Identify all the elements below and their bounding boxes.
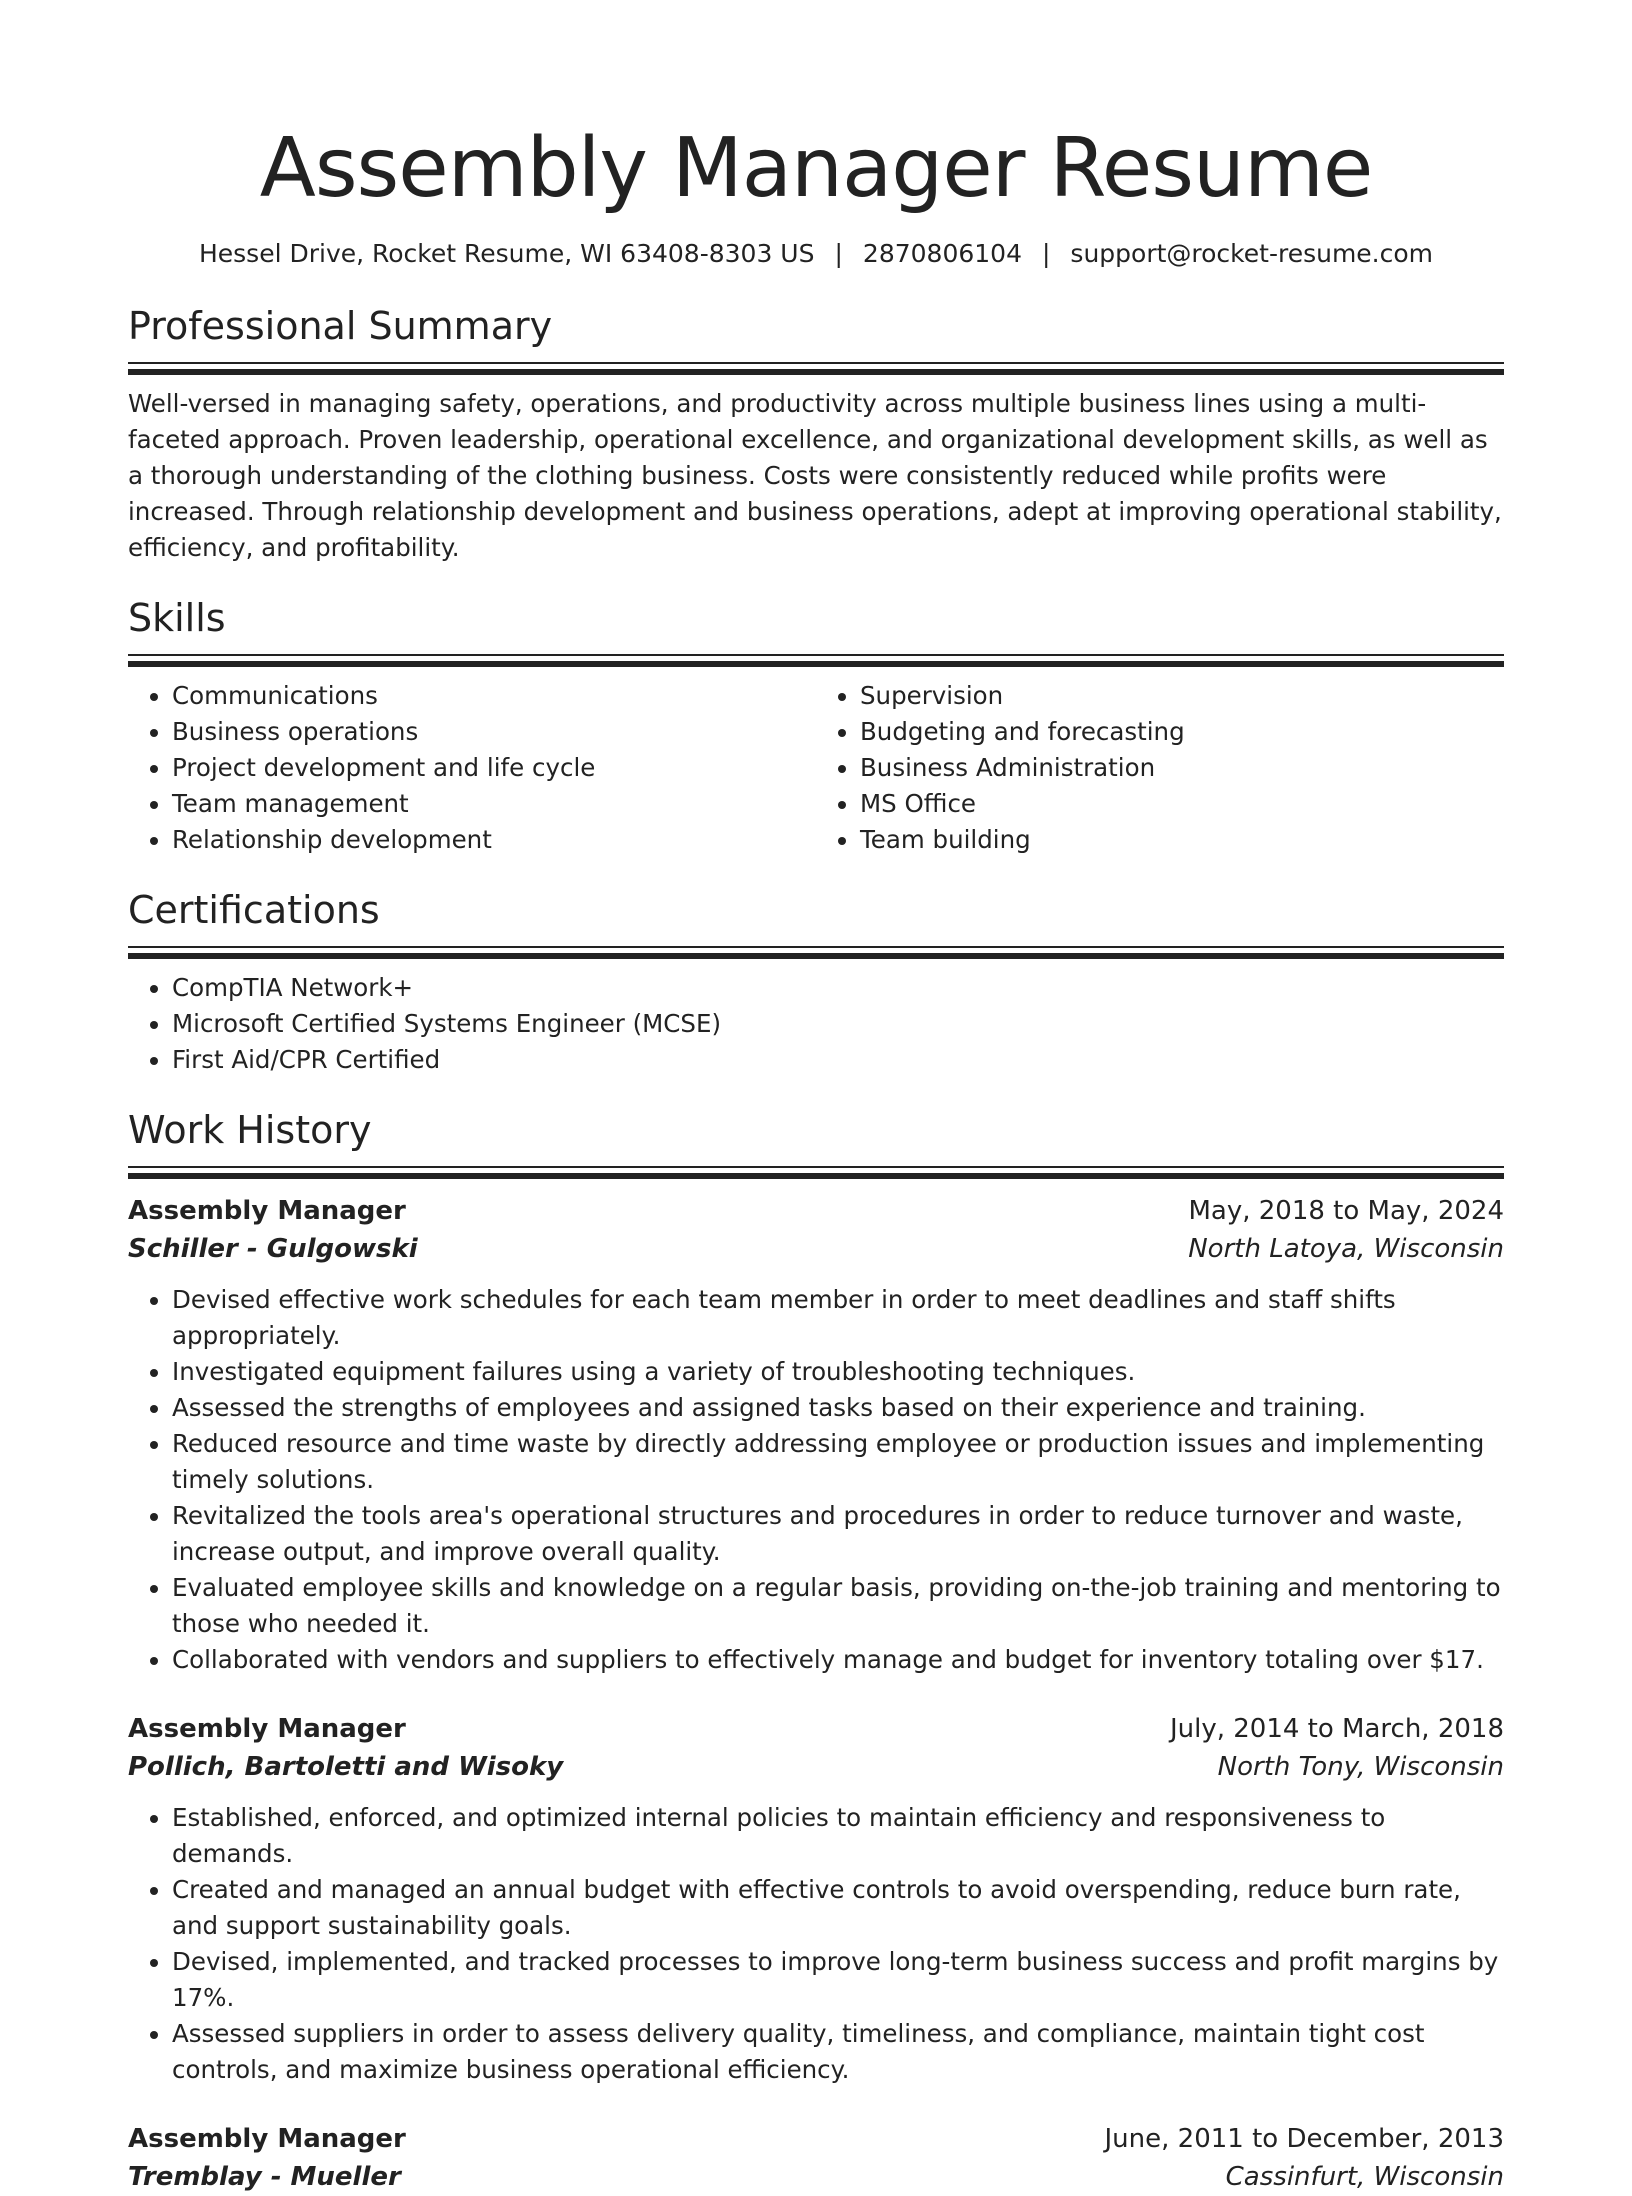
- work-history-section: [128, 1106, 1504, 2196]
- job-bullet: • Revitalized the tools area's operational structures and procedures in order to reduce turnover and waste, increase output, and improve overall quality.: [172, 1498, 1504, 1570]
- section-divider: [128, 946, 1504, 960]
- job-bullets: [128, 1282, 1504, 1678]
- skills-list-right: [816, 678, 1504, 858]
- job-location: Cassinfurt, Wisconsin: [1225, 2162, 1504, 2192]
- job-subheader: [128, 1748, 1504, 1786]
- skills-section: [128, 594, 1504, 858]
- job-bullet: • Established, enforced, and optimized internal policies to maintain efficiency and responsiveness to demands.: [172, 1800, 1504, 1872]
- job-bullet: • Assessed suppliers in order to assess delivery quality, timeliness, and compliance, maintain tight cost controls, and maximize business operational efficiency.: [172, 2016, 1504, 2088]
- skill-item: • Team management: [172, 786, 816, 822]
- job-subheader: [128, 2158, 1504, 2196]
- job-title: Assembly Manager: [128, 2124, 406, 2154]
- resume-content: [128, 0, 1504, 2196]
- contact-phone: 2870806104: [862, 239, 1022, 268]
- job-bullet: • Reduced resource and time waste by directly addressing employee or production issues and implementing timely solutions.: [172, 1426, 1504, 1498]
- summary-text: Well-versed in managing safety, operations, and productivity across multiple business lines using a multi-faceted approach. Proven leadership, operational excellence, and organizational development skills, as well as a thorough understanding of the clothing business. Costs were consistently reduced while profits were increased. Through relationship development and business operations, adept at improving operational stability, efficiency, and profitability.: [128, 389, 1502, 562]
- section-divider: [128, 1166, 1504, 1180]
- skill-item: • Relationship development: [172, 822, 816, 858]
- skill-item: • Communications: [172, 678, 816, 714]
- job-bullet: • Created and managed an annual budget with effective controls to avoid overspending, reduce burn rate, and support sustainability goals.: [172, 1872, 1504, 1944]
- resume-title: Assembly Manager Resume: [259, 121, 1373, 216]
- skills-columns: [128, 678, 1504, 858]
- job-dates: June, 2011 to December, 2013: [1104, 2124, 1504, 2154]
- job-bullet: • Evaluated employee skills and knowledge on a regular basis, providing on-the-job training and mentoring to those who needed it.: [172, 1570, 1504, 1642]
- job-location: North Latoya, Wisconsin: [1188, 1234, 1504, 1264]
- skill-item: • Supervision: [860, 678, 1504, 714]
- contact-address: Hessel Drive, Rocket Resume, WI 63408-8303 US: [198, 239, 815, 268]
- job-title: Assembly Manager: [128, 1196, 406, 1226]
- job-entry: [128, 1710, 1504, 2088]
- contact-email[interactable]: support@rocket-resume.com: [1070, 239, 1434, 268]
- skills-list-left: [128, 678, 816, 858]
- job-title: Assembly Manager: [128, 1714, 406, 1744]
- job-company: Pollich, Bartoletti and Wisoky: [128, 1752, 564, 1782]
- contact-line: [128, 238, 1504, 270]
- section-divider: [128, 362, 1504, 376]
- job-company: Tremblay - Mueller: [128, 2162, 401, 2192]
- skill-item: • Project development and life cycle: [172, 750, 816, 786]
- work-history-heading: Work History: [128, 1108, 372, 1152]
- job-entry: [128, 1192, 1504, 1678]
- skill-item: • Business operations: [172, 714, 816, 750]
- job-location: North Tony, Wisconsin: [1217, 1752, 1504, 1782]
- job-bullet: • Devised effective work schedules for each team member in order to meet deadlines and staff shifts appropriately.: [172, 1282, 1504, 1354]
- job-dates: July, 2014 to March, 2018: [1169, 1714, 1504, 1744]
- job-header: [128, 2120, 1504, 2158]
- job-bullet: • Devised, implemented, and tracked processes to improve long-term business success and profit margins by 17%.: [172, 1944, 1504, 2016]
- job-header: [128, 1710, 1504, 1748]
- job-bullets: [128, 1800, 1504, 2088]
- certifications-section: [128, 886, 1504, 1078]
- contact-separator: |: [1041, 239, 1051, 268]
- job-bullet: • Collaborated with vendors and suppliers to effectively manage and budget for inventory totaling over $17.: [172, 1642, 1504, 1678]
- skills-heading: Skills: [128, 596, 226, 640]
- contact-separator: |: [834, 239, 843, 268]
- skill-item: • Team building: [860, 822, 1504, 858]
- job-header: [128, 1192, 1504, 1230]
- skill-item: • Business Administration: [860, 750, 1504, 786]
- skill-item: • MS Office: [860, 786, 1504, 822]
- job-entry: [128, 2120, 1504, 2196]
- certification-item: • Microsoft Certified Systems Engineer (MCSE): [172, 1006, 1504, 1042]
- skill-item: • Budgeting and forecasting: [860, 714, 1504, 750]
- job-company: Schiller - Gulgowski: [128, 1234, 418, 1264]
- section-divider: [128, 654, 1504, 668]
- summary-heading: Professional Summary: [128, 304, 553, 348]
- certification-item: • First Aid/CPR Certified: [172, 1042, 1504, 1078]
- certifications-list: [128, 970, 1504, 1078]
- job-bullet: • Investigated equipment failures using a variety of troubleshooting techniques.: [172, 1354, 1504, 1390]
- job-bullet: • Assessed the strengths of employees and assigned tasks based on their experience and training.: [172, 1390, 1504, 1426]
- certifications-heading: Certifications: [128, 888, 380, 932]
- summary-section: [128, 302, 1504, 566]
- job-subheader: [128, 1230, 1504, 1268]
- job-dates: May, 2018 to May, 2024: [1188, 1196, 1504, 1226]
- certification-item: • CompTIA Network+: [172, 970, 1504, 1006]
